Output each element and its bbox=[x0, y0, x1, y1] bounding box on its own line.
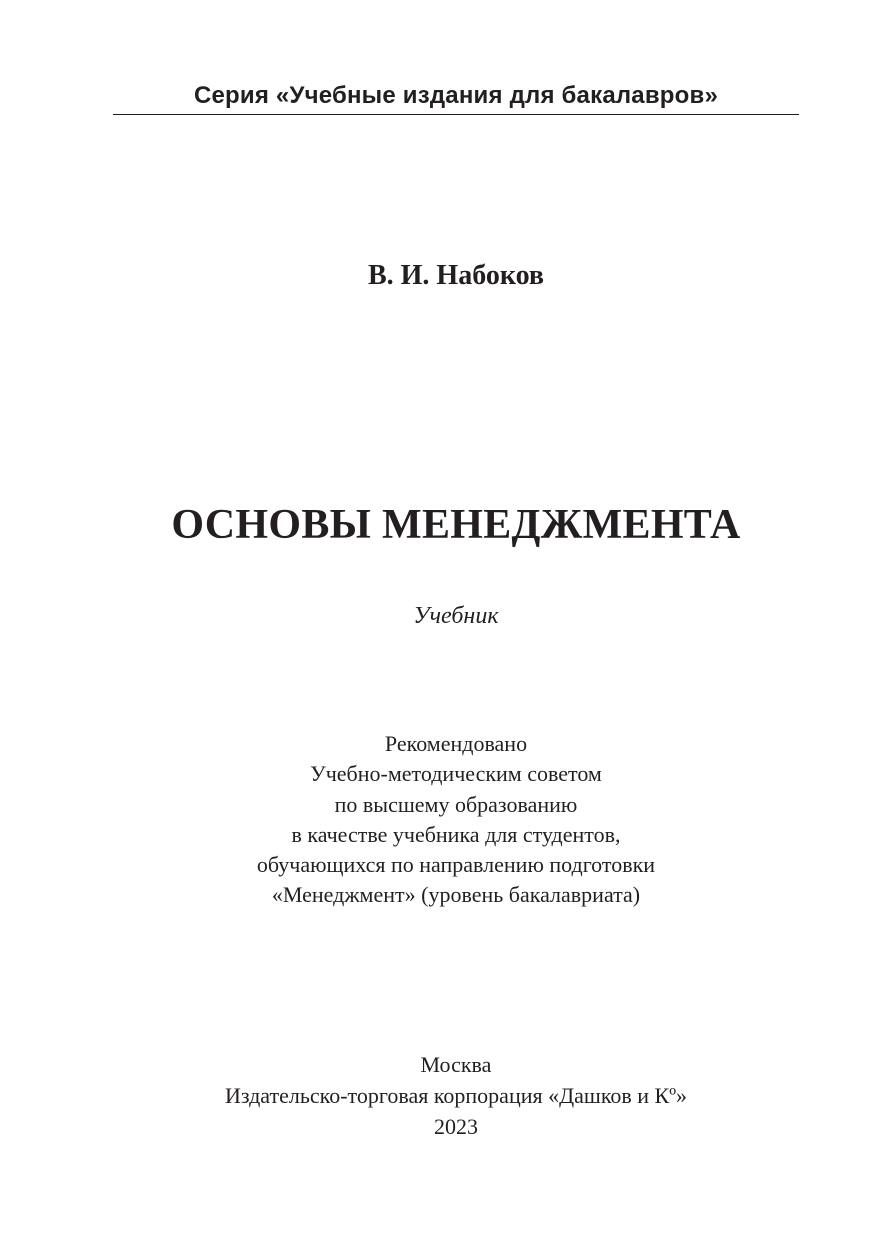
book-subtitle: Учебник bbox=[413, 603, 499, 629]
recommendation-block bbox=[0, 729, 876, 911]
recommendation-line: обучающихся по направлению подготовки bbox=[256, 852, 656, 878]
recommendation-line: Рекомендовано bbox=[384, 731, 528, 756]
recommendation-line: в качестве учебника для студентов, bbox=[291, 821, 621, 847]
series-divider bbox=[113, 114, 799, 115]
imprint-city: Москва bbox=[420, 1052, 492, 1077]
recommendation-line: Учебно-методическим советом bbox=[310, 761, 602, 787]
book-title: ОСНОВЫ МЕНЕДЖМЕНТА bbox=[171, 502, 741, 548]
imprint-block bbox=[0, 1049, 876, 1142]
imprint-year: 2023 bbox=[434, 1114, 478, 1139]
author-name: В. И. Набоков bbox=[367, 260, 545, 291]
recommendation-line: «Менеджмент» (уровень бакалавриата) bbox=[271, 882, 641, 908]
recommendation-line: по высшему образованию bbox=[334, 791, 578, 817]
imprint-publisher: Издательско-торговая корпорация «Дашков и Кº» bbox=[224, 1083, 688, 1108]
series-title: Серия «Учебные издания для бакалавров» bbox=[193, 82, 719, 109]
